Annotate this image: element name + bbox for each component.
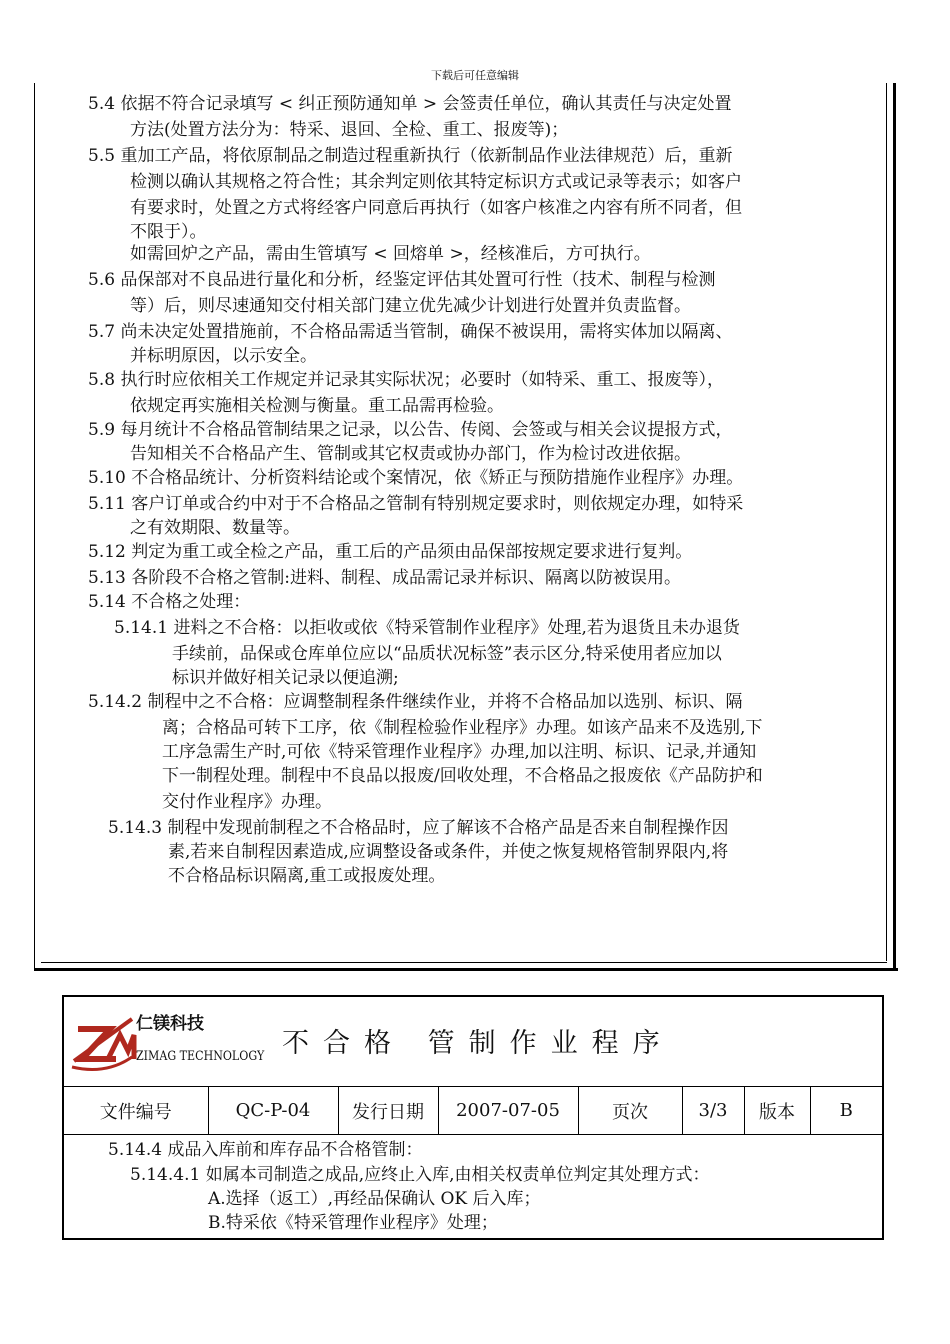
text-line: 5.10 不合格品统计、分析资料结论或个案情况，依《矫正与预防措施作业程序》办理。 bbox=[88, 468, 744, 488]
text-line: 5.13 各阶段不合格之管制:进料、制程、成品需记录并标识、隔离以防被误用。 bbox=[88, 568, 681, 588]
document-meta-table bbox=[64, 1087, 882, 1135]
text-line: 5.14 不合格之处理： bbox=[88, 592, 251, 612]
text-line: 5.14.2 制程中之不合格：应调整制程条件继续作业，并将不合格品加以选别、标识、隔 bbox=[88, 692, 743, 712]
text-line: 检测以确认其规格之符合性；其余判定则依其特定标识方式或记录等表示；如客户 bbox=[130, 172, 742, 192]
text-line: 不限于）。 bbox=[130, 222, 207, 242]
text-line: 等）后，则尽速通知交付相关部门建立优先减少计划进行处置并负责监督。 bbox=[130, 296, 691, 316]
issue-date-value: 2007-07-05 bbox=[438, 1087, 578, 1135]
text-line: 如需回炉之产品，需由生管填写 < 回熔单 >，经核准后，方可执行。 bbox=[130, 244, 651, 264]
page-value: 3/3 bbox=[682, 1087, 744, 1135]
text-line: 不合格品标识隔离,重工或报废处理。 bbox=[168, 866, 446, 886]
document-title: 不合格 管制作业程序 bbox=[282, 1028, 674, 1059]
text-line: 5.8 执行时应依相关工作规定并记录其实际状况；必要时（如特采、重工、报废等）， bbox=[88, 370, 724, 390]
text-line: A.选择（返工）,再经品保确认 OK 后入库； bbox=[208, 1189, 541, 1209]
text-line: 5.4 依据不符合记录填写 < 纠正预防通知单 > 会签责任单位，确认其责任与决定处置 bbox=[88, 94, 732, 114]
text-line: 有要求时，处置之方式将经客户同意后再执行（如客户核准之内容有所不同者，但 bbox=[130, 198, 742, 218]
document-header bbox=[64, 997, 882, 1087]
text-line: 并标明原因，以示安全。 bbox=[130, 346, 317, 366]
text-line: 标识并做好相关记录以便追溯; bbox=[172, 668, 399, 688]
doc-number-value: QC-P-04 bbox=[208, 1087, 338, 1135]
text-line: 方法(处置方法分为：特采、退回、全检、重工、报废等)； bbox=[130, 120, 569, 140]
company-name: 仁镁科技 bbox=[136, 1014, 204, 1034]
text-line: 告知相关不合格品产生、管制或其它权责或协办部门，作为检讨改进依据。 bbox=[130, 444, 691, 464]
text-line: 5.6 品保部对不良品进行量化和分析，经鉴定评估其处置可行性（技术、制程与检测 bbox=[88, 270, 716, 290]
version-label: 版本 bbox=[744, 1087, 810, 1135]
text-line: 5.14.1 进料之不合格：以拒收或依《特采管制作业程序》处理,若为退货且未办退货 bbox=[114, 618, 740, 638]
text-line: 5.14.4.1 如属本司制造之成品,应终止入库,由相关权责单位判定其处理方式： bbox=[130, 1165, 710, 1185]
text-line: 交付作业程序》办理。 bbox=[162, 792, 332, 812]
text-line: 5.12 判定为重工或全检之产品，重工后的产品须由品保部按规定要求进行复判。 bbox=[88, 542, 693, 562]
company-name-english: ZIMAG TECHNOLOGY bbox=[136, 1049, 265, 1064]
issue-date-label: 发行日期 bbox=[338, 1087, 438, 1135]
procedure-content-box bbox=[34, 83, 896, 971]
text-line: 工序急需生产时,可依《特采管理作业程序》办理,加以注明、标识、记录,并通知 bbox=[162, 742, 757, 762]
text-line: 之有效期限、数量等。 bbox=[130, 518, 300, 538]
text-line: 依规定再实施相关检测与衡量。重工品需再检验。 bbox=[130, 396, 504, 416]
text-line: 5.5 重加工产品，将依原制品之制造过程重新执行（依新制品作业法律规范）后，重新 bbox=[88, 146, 733, 166]
version-value: B bbox=[810, 1087, 882, 1135]
text-line: 5.14.4 成品入库前和库存品不合格管制： bbox=[108, 1140, 423, 1160]
text-line: B.特采依《特采管理作业程序》处理； bbox=[208, 1213, 498, 1233]
text-line: 手续前，品保或仓库单位应以“品质状况标签”表示区分,特采使用者应加以 bbox=[172, 644, 722, 664]
download-note: 下载后可任意编辑 bbox=[431, 69, 519, 82]
text-line: 素,若来自制程因素造成,应调整设备或条件，并使之恢复规格管制界限内,将 bbox=[168, 842, 729, 862]
doc-number-label: 文件编号 bbox=[64, 1087, 208, 1135]
page-label: 页次 bbox=[578, 1087, 682, 1135]
text-line: 5.14.3 制程中发现前制程之不合格品时，应了解该不合格产品是否来自制程操作因 bbox=[108, 818, 729, 838]
text-line: 5.11 客户订单或合约中对于不合格品之管制有特别规定要求时，则依规定办理，如特采 bbox=[88, 494, 744, 514]
text-line: 离；合格品可转下工序，依《制程检验作业程序》办理。如该产品来不及选别,下 bbox=[162, 718, 763, 738]
text-line: 5.7 尚未决定处置措施前，不合格品需适当管制，确保不被误用，需将实体加以隔离、 bbox=[88, 322, 733, 342]
text-line: 5.9 每月统计不合格品管制结果之记录，以公告、传阅、会签或与相关会议提报方式， bbox=[88, 420, 733, 440]
text-line: 下一制程处理。制程中不良品以报废/回收处理，不合格品之报废依《产品防护和 bbox=[162, 766, 763, 786]
